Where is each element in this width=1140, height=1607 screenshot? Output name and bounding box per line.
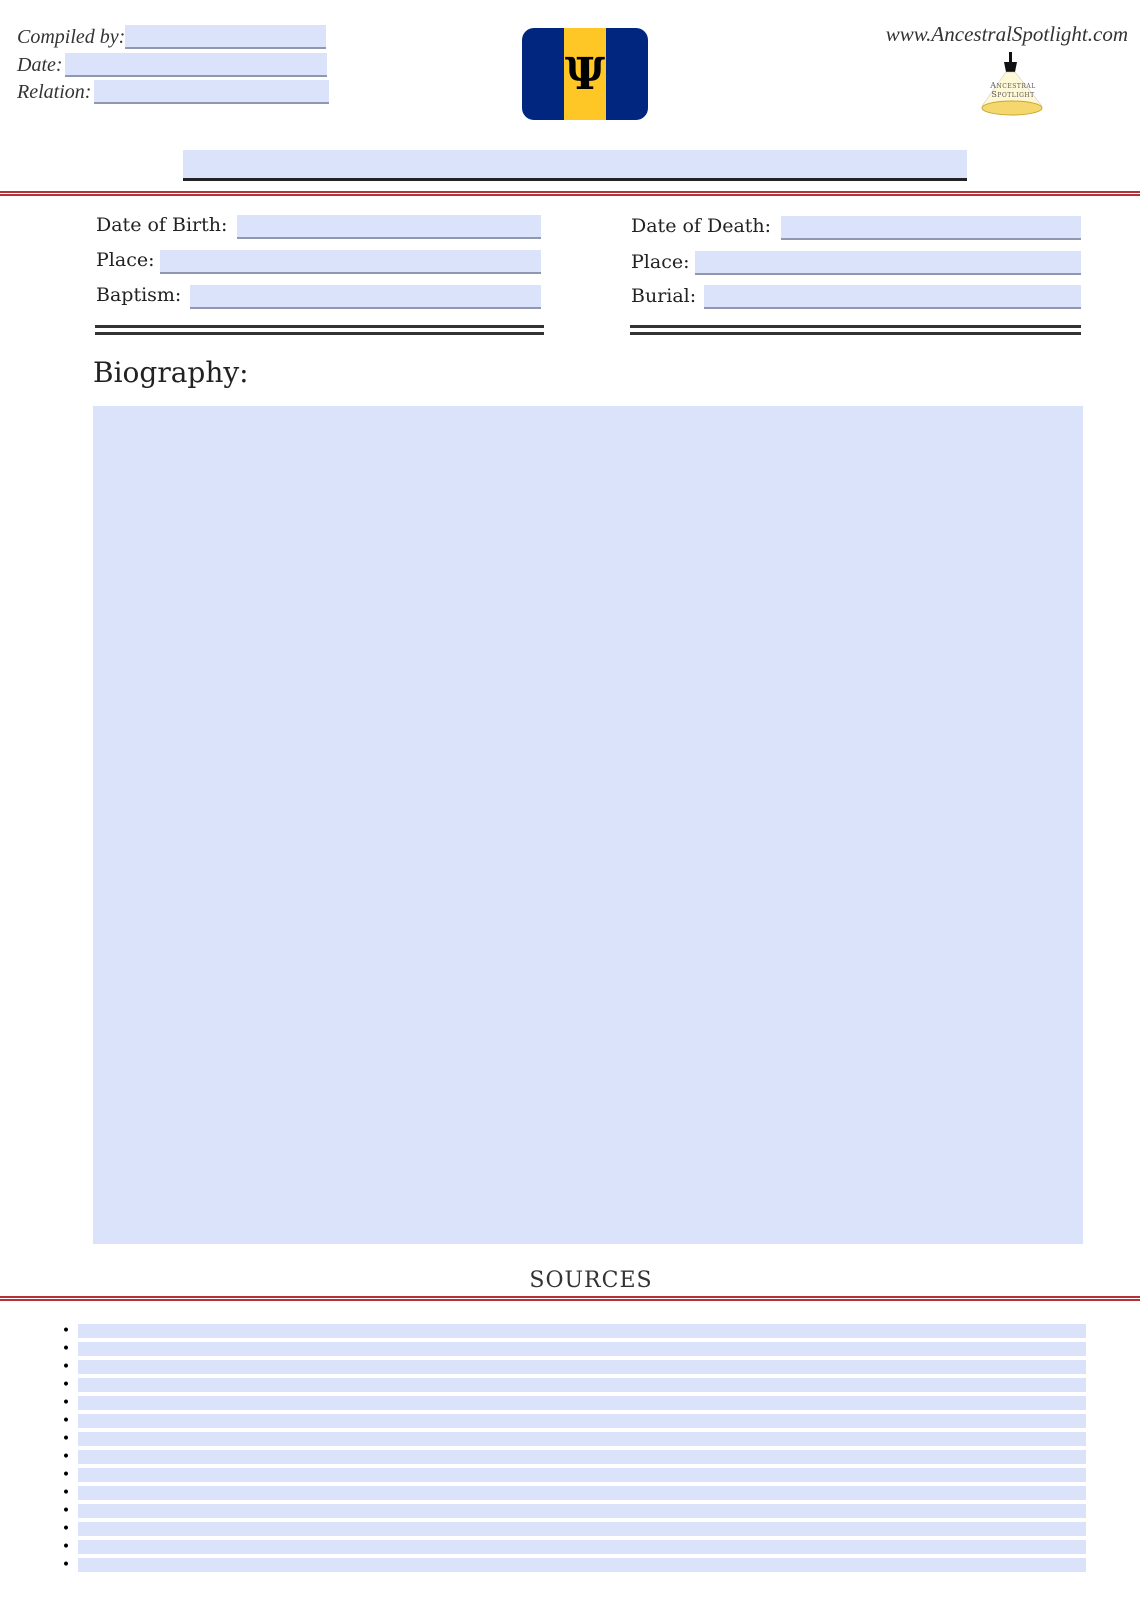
source-item: [56, 1394, 1086, 1412]
baptism-label: Baptism:: [96, 284, 182, 306]
bullet-icon: •: [61, 1377, 71, 1393]
website-link[interactable]: www.AncestralSpotlight.com: [885, 22, 1128, 46]
bullet-icon: •: [61, 1467, 71, 1483]
source-item: [56, 1430, 1086, 1448]
baptism-field[interactable]: [190, 285, 541, 309]
source-field[interactable]: [78, 1324, 1086, 1338]
bullet-icon: •: [61, 1539, 71, 1555]
birth-place-field[interactable]: [160, 250, 541, 274]
source-item: [56, 1466, 1086, 1484]
bullet-icon: •: [61, 1503, 71, 1519]
bullet-icon: •: [61, 1395, 71, 1411]
source-field[interactable]: [78, 1504, 1086, 1518]
source-field[interactable]: [78, 1396, 1086, 1410]
death-place-field[interactable]: [695, 251, 1081, 275]
source-field[interactable]: [78, 1360, 1086, 1374]
barbados-flag-icon: [522, 28, 648, 120]
source-item: [56, 1448, 1086, 1466]
birth-date-label: Date of Birth:: [96, 214, 228, 236]
date-field[interactable]: [65, 53, 327, 77]
bullet-icon: •: [61, 1323, 71, 1339]
birth-place-label: Place:: [96, 249, 155, 271]
death-place-label: Place:: [631, 251, 690, 273]
burial-label: Burial:: [631, 285, 697, 307]
source-field[interactable]: [78, 1522, 1086, 1536]
bullet-icon: •: [61, 1341, 71, 1357]
ancestral-spotlight-logo: [962, 50, 1062, 120]
source-field[interactable]: [78, 1450, 1086, 1464]
biography-textarea[interactable]: [93, 406, 1083, 1244]
logo-text: Ancestral Spotlight: [990, 81, 1036, 99]
source-field[interactable]: [78, 1540, 1086, 1554]
source-field[interactable]: [78, 1486, 1086, 1500]
trident-icon: Ψ: [564, 48, 606, 100]
source-field[interactable]: [78, 1342, 1086, 1356]
bullet-icon: •: [61, 1359, 71, 1375]
compiled-by-label: Compiled by:: [17, 26, 126, 48]
burial-field[interactable]: [704, 285, 1081, 309]
source-field[interactable]: [78, 1432, 1086, 1446]
source-item: [56, 1538, 1086, 1556]
sources-divider: [0, 1296, 1140, 1301]
bullet-icon: •: [61, 1521, 71, 1537]
source-item: [56, 1322, 1086, 1340]
source-item: [56, 1556, 1086, 1574]
source-item: [56, 1502, 1086, 1520]
death-date-field[interactable]: [781, 216, 1081, 240]
bullet-icon: •: [61, 1449, 71, 1465]
compiled-by-field[interactable]: [125, 25, 326, 49]
source-item: [56, 1412, 1086, 1430]
source-item: [56, 1520, 1086, 1538]
top-divider: [0, 191, 1140, 196]
bullet-icon: •: [61, 1485, 71, 1501]
sources-list: [56, 1322, 1086, 1574]
bullet-icon: •: [61, 1413, 71, 1429]
source-field[interactable]: [78, 1558, 1086, 1572]
source-item: [56, 1376, 1086, 1394]
source-item: [56, 1340, 1086, 1358]
sources-heading: SOURCES: [529, 1268, 653, 1293]
biography-heading: Biography:: [93, 356, 249, 389]
source-field[interactable]: [78, 1378, 1086, 1392]
relation-field[interactable]: [94, 80, 329, 104]
bullet-icon: •: [61, 1557, 71, 1573]
source-item: [56, 1484, 1086, 1502]
birth-date-field[interactable]: [237, 215, 541, 239]
source-field[interactable]: [78, 1468, 1086, 1482]
right-vitals-rule: [630, 325, 1081, 335]
date-label: Date:: [17, 54, 63, 76]
death-date-label: Date of Death:: [631, 215, 772, 237]
bullet-icon: •: [61, 1431, 71, 1447]
name-title-field[interactable]: [183, 150, 967, 181]
source-field[interactable]: [78, 1414, 1086, 1428]
source-item: [56, 1358, 1086, 1376]
left-vitals-rule: [95, 325, 544, 335]
relation-label: Relation:: [17, 81, 92, 103]
